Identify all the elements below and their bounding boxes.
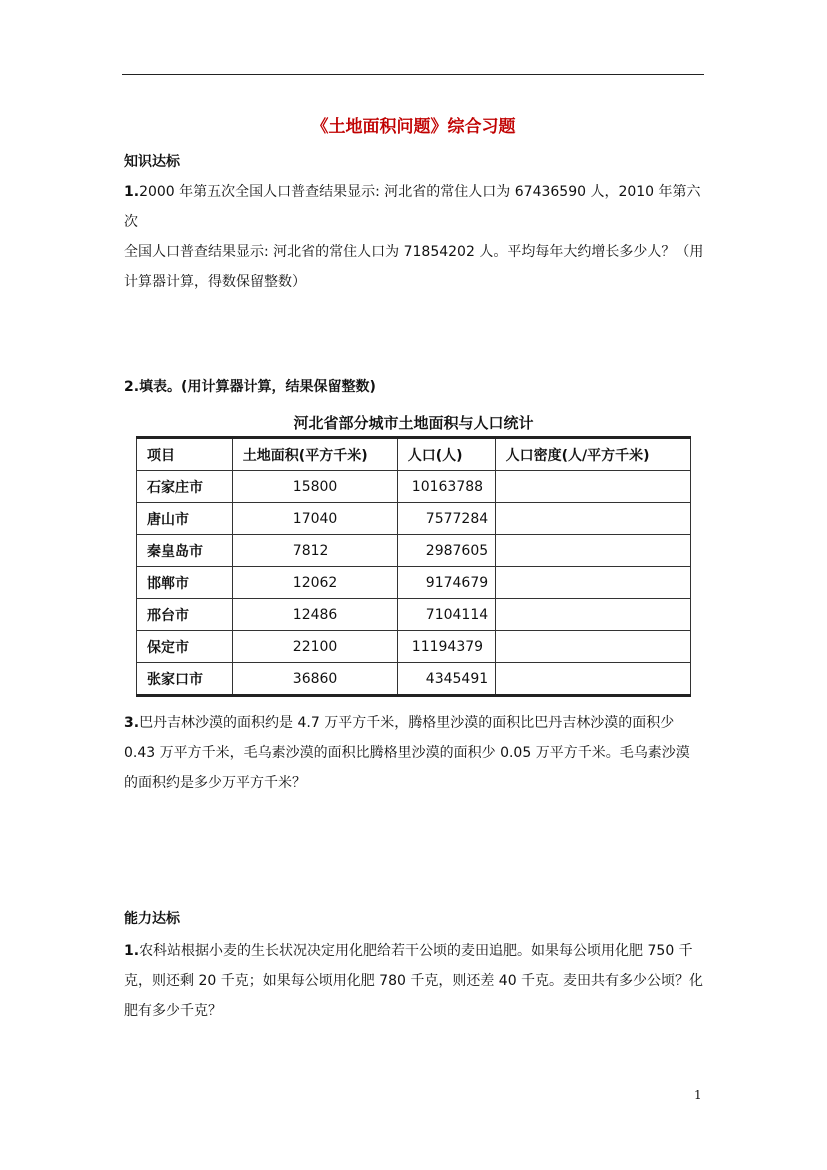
question-text-line: 的面积约是多少万平方千米？ bbox=[124, 775, 306, 791]
city-cell: 邢台市 bbox=[137, 599, 233, 631]
area-cell: 17040 bbox=[232, 503, 397, 535]
question-text: 填表。(用计算器计算，结果保留整数) bbox=[139, 379, 376, 395]
header-rule bbox=[122, 74, 704, 75]
table-row bbox=[137, 503, 691, 535]
density-cell[interactable] bbox=[495, 503, 690, 535]
statistics-table bbox=[136, 436, 691, 697]
question-2 bbox=[124, 372, 708, 402]
table-row bbox=[137, 567, 691, 599]
section-heading-ability: 能力达标 bbox=[124, 911, 180, 927]
area-cell: 12486 bbox=[232, 599, 397, 631]
area-cell: 7812 bbox=[232, 535, 397, 567]
column-header: 土地面积(平方千米) bbox=[232, 438, 397, 471]
density-cell[interactable] bbox=[495, 599, 690, 631]
area-cell: 12062 bbox=[232, 567, 397, 599]
question-text-line: 计算器计算，得数保留整数） bbox=[124, 274, 306, 290]
question-text-line: 农科站根据小麦的生长状况决定用化肥给若干公顷的麦田追肥。如果每公顷用化肥 750 千 bbox=[139, 943, 693, 959]
city-cell: 邯郸市 bbox=[137, 567, 233, 599]
population-cell: 10163788 bbox=[397, 471, 495, 503]
city-cell: 张家口市 bbox=[137, 663, 233, 696]
question-number: 1. bbox=[124, 184, 140, 200]
density-cell[interactable] bbox=[495, 471, 690, 503]
section-heading-knowledge: 知识达标 bbox=[124, 154, 180, 170]
page-number: 1 bbox=[694, 1088, 702, 1102]
population-cell: 9174679 bbox=[397, 567, 495, 599]
city-cell: 石家庄市 bbox=[137, 471, 233, 503]
question-number: 2. bbox=[124, 379, 140, 395]
question-text-line: 2000 年第五次全国人口普查结果显示: 河北省的常住人口为 67436590 人，2010 年第六次 bbox=[124, 184, 701, 230]
page-title: 《土地面积问题》综合习题 bbox=[311, 117, 516, 137]
population-cell: 4345491 bbox=[397, 663, 495, 696]
density-cell[interactable] bbox=[495, 567, 690, 599]
table-title: 河北省部分城市土地面积与人口统计 bbox=[293, 414, 534, 432]
question-number: 1. bbox=[124, 943, 140, 959]
city-cell: 秦皇岛市 bbox=[137, 535, 233, 567]
question-3 bbox=[124, 708, 708, 798]
table-header-row bbox=[137, 438, 691, 471]
city-cell: 唐山市 bbox=[137, 503, 233, 535]
question-text-line: 肥有多少千克？ bbox=[124, 1003, 222, 1019]
table-row bbox=[137, 535, 691, 567]
question-text-line: 0.43 万平方千米，毛乌素沙漠的面积比腾格里沙漠的面积少 0.05 万平方千米。毛乌素沙漠 bbox=[124, 745, 690, 761]
column-header: 人口(人) bbox=[397, 438, 495, 471]
table-row bbox=[137, 663, 691, 696]
question-text-line: 全国人口普查结果显示: 河北省的常住人口为 71854202 人。平均每年大约增长多少人？（用 bbox=[124, 244, 704, 260]
question-text-line: 巴丹吉林沙漠的面积约是 4.7 万平方千米，腾格里沙漠的面积比巴丹吉林沙漠的面积少 bbox=[139, 715, 675, 731]
area-cell: 36860 bbox=[232, 663, 397, 696]
density-cell[interactable] bbox=[495, 631, 690, 663]
question-number: 3. bbox=[124, 715, 140, 731]
column-header: 人口密度(人/平方千米) bbox=[495, 438, 690, 471]
density-cell[interactable] bbox=[495, 663, 690, 696]
table-row bbox=[137, 631, 691, 663]
table-row bbox=[137, 599, 691, 631]
population-cell: 7104114 bbox=[397, 599, 495, 631]
population-cell: 7577284 bbox=[397, 503, 495, 535]
question-1 bbox=[124, 177, 708, 297]
density-cell[interactable] bbox=[495, 535, 690, 567]
column-header: 项目 bbox=[137, 438, 233, 471]
area-cell: 15800 bbox=[232, 471, 397, 503]
city-cell: 保定市 bbox=[137, 631, 233, 663]
table-row bbox=[137, 471, 691, 503]
question-4 bbox=[124, 936, 708, 1026]
population-cell: 2987605 bbox=[397, 535, 495, 567]
question-text-line: 克，则还剩 20 千克；如果每公顷用化肥 780 千克，则还差 40 千克。麦田共有多少公顷？化 bbox=[124, 973, 704, 989]
area-cell: 22100 bbox=[232, 631, 397, 663]
population-cell: 11194379 bbox=[397, 631, 495, 663]
